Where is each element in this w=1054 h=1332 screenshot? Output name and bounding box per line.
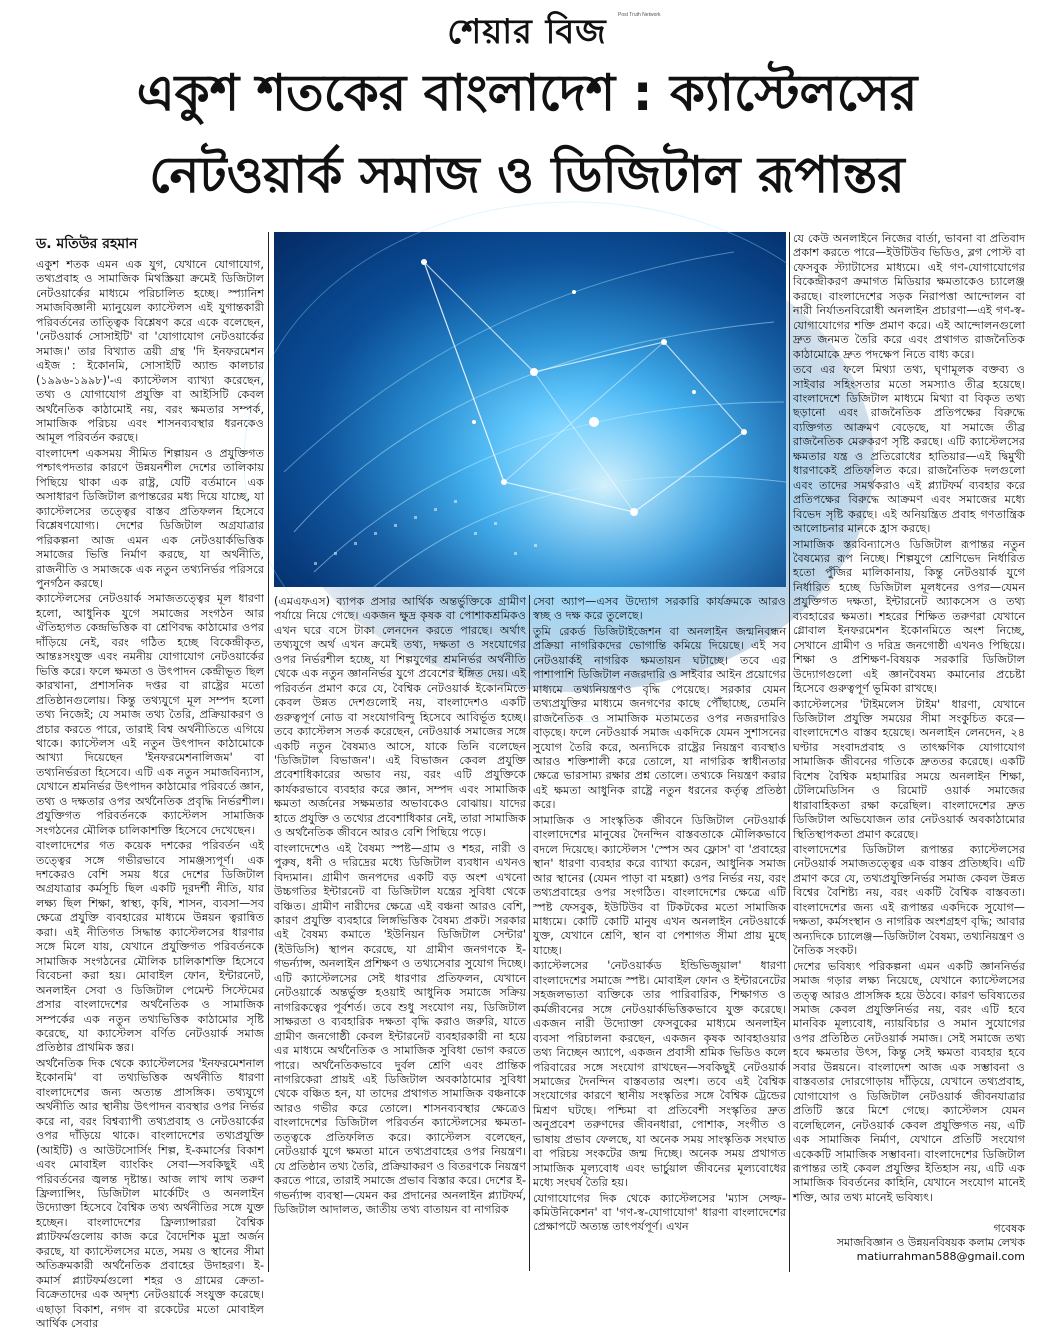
column-divider-2 — [529, 595, 530, 1271]
paragraph: যে কেউ অনলাইনে নিজের বার্তা, ভাবনা বা প্রতিবাদ প্রকাশ করতে পারে—ইউটিউব ভিডিও, ব্লগ পোস্ট বা ফেসবুক স্ট্যাটাসের মাধ্যমে। এই গণ-যোগাযোগের বিকেন্দ্রীকরণ ক্রমাগত মিডিয়ার ক্ষমতাকেও চ্যালেঞ্জ করছে। বাংলাদেশের সড়ক নিরাপত্তা আন্দোলন বা নারী নির্যাতনবিরোধী অনলাইন প্রচারণা—এই গণ-স্ব-যোগাযোগের শক্তি প্রমাণ করে। এই আন্দোলনগুলো দ্রুত জনমত তৈরি করে এবং প্রথাগত রাজনৈতিক কাঠামোকে দ্রুত পদক্ষেপ নিতে বাধ্য করে। — [793, 232, 1025, 361]
article-column-1 — [36, 258, 264, 1331]
paragraph: যোগাযোগের দিক থেকে ক্যাস্টেলসের 'ম্যাস সেল্ফ-কমিউনিকেশন' বা 'গণ-স্ব-যোগাযোগ' ধারণা বাংলাদেশের প্রেক্ষাপটে অত্যন্ত তাৎপর্যপূর্ণ। এখন — [533, 1191, 786, 1234]
paragraph: সামাজিক ও সাংস্কৃতিক জীবনে ডিজিটাল নেটওয়ার্ক বাংলাদেশের মানুষের দৈনন্দিন বাস্তবতাকে মৌলিকভাবে বদলে দিয়েছে। ক্যাস্টেলস 'স্পেস অব ফ্লোস' বা 'প্রবাহের স্থান' ধারণা ব্যবহার করে ব্যাখ্যা করেন, আধুনিক সমাজ আর স্থানের (যেমন পাড়া বা মহল্লা) ওপর নির্ভর নয়, বরং তথ্যপ্রবাহের ওপর সংগঠিত। বাংলাদেশের ক্ষেত্রে এটি স্পষ্ট ফেসবুক, ইউটিউব বা টিকটকের মতো সামাজিক মাধ্যমে। কোটি কোটি মানুষ এখন অনলাইন নেটওয়ার্কে যুক্ত, যেখানে শ্রেণি, স্থান বা পেশাগত সীমা প্রায় মুছে যাচ্ছে। — [533, 813, 786, 957]
paragraph: বাংলাদেশের ডিজিটাল রূপান্তর ক্যাস্টেলসের নেটওয়ার্ক সমাজতত্ত্বের এক বাস্তব প্রতিচ্ছবি। এটি প্রমাণ করে যে, তথ্যপ্রযুক্তিনির্ভর সমাজ কেবল উন্নত বিশ্বের বৈশিষ্ট্য নয়, বরং একটি বৈশ্বিক বাস্তবতা। বাংলাদেশের জন্য এই রূপান্তর একদিকে সুযোগ—দক্ষতা, কর্মসংস্থান ও নাগরিক অংশগ্রহণ বৃদ্ধি; আবার অন্যদিকে চ্যালেঞ্জ—ডিজিটাল বৈষম্য, তথ্যনিয়ন্ত্রণ ও নৈতিক সংকট। — [793, 843, 1025, 958]
column-divider-1 — [268, 232, 269, 1272]
paragraph: একুশ শতক এমন এক যুগ, যেখানে যোগাযোগ, তথ্যপ্রবাহ ও সামাজিক মিথস্ক্রিয়া ক্রমেই ডিজিটাল নেটওয়ার্কের মাধ্যমে পরিচালিত হচ্ছে। স্প্যানিশ সমাজবিজ্ঞানী ম্যানুয়েল ক্যাস্টেলস এই যুগান্তকারী পরিবর্তনের তাত্ত্বিক বিশ্লেষণ করে একে বলেছেন, 'নেটওয়ার্ক সোসাইটি' বা 'যোগাযোগ নেটওয়ার্কের সমাজ।' তার বিখ্যাত ত্রয়ী গ্রন্থ 'দি ইনফরমেশন এইজ : ইকোনমি, সোসাইটি অ্যান্ড কালচার (১৯৯৬-১৯৯৮)'-এ ক্যাস্টেলস ব্যাখ্যা করেছেন, তথ্য ও যোগাযোগ প্রযুক্তি বা আইসিটি কেবল অর্থনৈতিক কাঠামোই নয়, বরং ক্ষমতার সম্পর্ক, সামাজিক পরিচয় এবং শাসনব্যবস্থার ধরনকেও আমূল পরিবর্তন করছে। — [36, 258, 264, 445]
paragraph: তবে এর ফলে মিথ্যা তথ্য, ঘৃণামূলক বক্তব্য ও সাইবার সহিংসতার মতো সমস্যাও তীব্র হয়েছে। বাংলাদেশে ডিজিটাল মাধ্যমে মিথ্যা বা বিকৃত তথ্য ছড়ানো এবং রাজনৈতিক প্রতিপক্ষের বিরুদ্ধে ব্যক্তিগত আক্রমণ বেড়েছে, যা সমাজে তীব্র রাজনৈতিক মেরুকরণ সৃষ্টি করছে। এটি ক্যাস্টেলসের ক্ষমতার যন্ত্র ও প্রতিরোধের হাতিয়ার—এই দ্বিমুখী ধারণাকেই প্রতিফলিত করে। রাজনৈতিক দলগুলো এবং তাদের সমর্থকরাও এই প্ল্যাটফর্ম ব্যবহার করে প্রতিপক্ষের বিরুদ্ধে আক্রমণ এবং সমাজের মধ্যে বিভেদ সৃষ্টি করছে। এই অনিয়ন্ত্রিত প্রবাহ গণতান্ত্রিক আলোচনার মানকে হ্রাস করছে। — [793, 363, 1025, 536]
paragraph: দেশের ভবিষ্যৎ পরিকল্পনা এমন একটি জ্ঞাননির্ভর সমাজ গড়ার লক্ষ্য নিয়েছে, যেখানে ক্যাস্টেলসের তত্ত্ব আরও প্রাসঙ্গিক হয়ে উঠবে। কারণ ভবিষ্যতের সমাজ কেবল প্রযুক্তিনির্ভর নয়, বরং এটি হবে মানবিক মূল্যবোধ, ন্যায়বিচার ও সমান সুযোগের ওপর প্রতিষ্ঠিত নেটওয়ার্ক সমাজ। সেই সমাজে তথ্য হবে ক্ষমতার উৎস, কিন্তু সেই ক্ষমতা ব্যবহার হবে সবার উন্নয়নে। বাংলাদেশ আজ এক সম্ভাবনা ও বাস্তবতার দোরগোড়ায় দাঁড়িয়ে, যেখানে তথ্যপ্রবাহ, যোগাযোগ ও ডিজিটাল নেটওয়ার্ক জীবনযাত্রার প্রতিটি স্তরে মিশে গেছে। ক্যাস্টেলস যেমন বলেছিলেন, নেটওয়ার্ক কেবল প্রযুক্তিগত নয়, এটি এক সামাজিক নির্মাণ, যেখানে প্রতিটি সংযোগ একেকটি সামাজিক সম্ভাবনা। বাংলাদেশের ডিজিটাল রূপান্তর তাই কেবল প্রযুক্তির ইতিহাস নয়, এটি এক সামাজিক বিবর্তনের কাহিনি, যেখানে সংযোগ মানেই শক্তি, আর তথ্য মানেই ভবিষ্যৎ। — [793, 959, 1025, 1204]
author-description: সমাজবিজ্ঞান ও উন্নয়নবিষয়ক কলাম লেখক — [836, 1236, 1025, 1249]
paragraph: বাংলাদেশ একসময় সীমিত শিল্পায়ন ও প্রযুক্তিগত পশ্চাৎপদতার কারণে উন্নয়নশীল দেশের তালিকায় পিছিয়ে থাকা এক রাষ্ট্র, যেটি বর্তমানে এক অসাধারণ ডিজিটাল রূপান্তরের মধ্য দিয়ে যাচ্ছে, যা ক্যাস্টেলসের তত্ত্বের বাস্তব প্রতিফলন হিসেবে বিশ্লেষণযোগ্য। দেশের ডিজিটাল অগ্রযাত্রার পরিকল্পনা আজ এমন এক নেটওয়ার্কভিত্তিক সমাজের ভিত্তি নির্মাণ করছে, যা অর্থনীতি, রাজনীতি ও সমাজকে এক নতুন তথ্যনির্ভর পরিসরে পুনর্গঠন করছে। — [36, 446, 264, 590]
article-column-3 — [533, 595, 786, 1266]
author-role: গবেষক — [993, 1222, 1025, 1235]
paragraph: সামাজিক স্তরবিন্যাসেও ডিজিটাল রূপান্তর নতুন বৈষম্যের রূপ নিচ্ছে। শিল্পযুগে শ্রেণিভেদ নির্ধারিত হতো পুঁজির মালিকানায়, কিন্তু নেটওয়ার্ক যুগে নির্ধারিত হচ্ছে ডিজিটাল মূলধনের ওপর—যেমন প্রযুক্তিগত দক্ষতা, ইন্টারনেট অ্যাকসেস ও তথ্য ব্যবহারের ক্ষমতা। শহরের শিক্ষিত তরুণরা যেখানে গ্লোবাল ইনফরমেশন ইকোনমিতে অংশ নিচ্ছে, সেখানে গ্রামীণ ও দরিদ্র জনগোষ্ঠী এখনও পিছিয়ে। শিক্ষা ও প্রশিক্ষণ-বিষয়ক সরকারি ডিজিটাল উদ্যোগগুলো এই জ্ঞানবৈষম্য কমানোর প্রচেষ্টা হিসেবে গুরুত্বপূর্ণ ভূমিকা রাখছে। — [793, 537, 1025, 696]
paragraph: (এমএফএস) ব্যাপক প্রসার আর্থিক অন্তর্ভুক্তিকে গ্রামীণ পর্যায়ে নিয়ে গেছে। একজন ক্ষুদ্র কৃষক বা পোশাকশ্রমিকও এখন ঘরে বসে টাকা লেনদেন করতে পারছে। অর্থাৎ তথ্যযুগে অর্থ এখন ক্রমেই তথ্য, দক্ষতা ও সংযোগের ওপর নির্ভরশীল হচ্ছে, যা শিল্পযুগের শ্রমনির্ভর অর্থনীতি থেকে এক নতুন জ্ঞাননির্ভর যুগে প্রবেশের ইঙ্গিত দেয়। এই পরিবর্তন প্রমাণ করে যে, বৈশ্বিক নেটওয়ার্ক ইকোনমিতে কেবল উন্নত দেশগুলোই নয়, বাংলাদেশও একটি গুরুত্বপূর্ণ নোড বা সংযোগবিন্দু হিসেবে আবির্ভূত হচ্ছে। তবে ক্যাস্টেলস সতর্ক করেছেন, নেটওয়ার্ক সমাজের সঙ্গে একটি নতুন বৈষম্যও আসে, যাকে তিনি বলেছেন 'ডিজিটাল বিভাজন'। এই বিভাজন কেবল প্রযুক্তি প্রবেশাধিকারের অভাব নয়, বরং এটি প্রযুক্তিকে কার্যকরভাবে ব্যবহার করে জ্ঞান, সম্পদ এবং সামাজিক ক্ষমতা অর্জনের সক্ষমতার অভাবকেও বোঝায়। যাদের হাতে প্রযুক্তি ও তথ্যের প্রবেশাধিকার নেই, তারা সামাজিক ও অর্থনৈতিক জীবনে আরও বেশি পিছিয়ে পড়ে। — [274, 595, 526, 840]
masthead: শেয়ার বিজ — [447, 12, 607, 52]
paragraph: বাংলাদেশেও এই বৈষম্য স্পষ্ট—গ্রাম ও শহর, নারী ও পুরুষ, ধনী ও দরিদ্রের মধ্যে ডিজিটাল ব্যবধান এখনও বিদ্যমান। গ্রামীণ জনপদের একটি বড় অংশ এখনো উচ্চগতির ইন্টারনেট বা ডিজিটাল যন্ত্রের সুবিধা থেকে বঞ্চিত। গ্রামীণ নারীদের ক্ষেত্রে এই বঞ্চনা আরও বেশি, কারণ প্রযুক্তি ব্যবহারে লিঙ্গভিত্তিক বৈষম্য প্রকট। সরকার এই বৈষম্য কমাতে 'ইউনিয়ন ডিজিটাল সেন্টার' (ইউডিসি) স্থাপন করেছে, যা গ্রামীণ জনগণকে ই-গভর্ন্যান্স, অনলাইন প্রশিক্ষণ ও তথ্যসেবার সুযোগ দিচ্ছে। এটি ক্যাস্টেলসের সেই ধারণার প্রতিফলন, যেখানে নেটওয়ার্কে অন্তর্ভুক্ত হওয়াই আধুনিক সমাজে সক্রিয় নাগরিকত্বের পূর্বশর্ত। তবে শুধু সংযোগ নয়, ডিজিটাল সাক্ষরতা ও ব্যবহারিক দক্ষতা বৃদ্ধি করাও জরুরি, যাতে গ্রামীণ জনগোষ্ঠী কেবল ইন্টারনেট ব্যবহারকারী না হয়ে এর মাধ্যমে অর্থনৈতিক ও সামাজিক সুবিধা ভোগ করতে পারে। অর্থনৈতিকভাবে দুর্বল শ্রেণি এবং প্রান্তিক নাগরিকেরা প্রায়ই এই ডিজিটাল অবকাঠামোর সুবিধা থেকে বঞ্চিত হন, যা তাদের প্রথাগত সামাজিক বঞ্চনাকে আরও গভীর করে তোলে। শাসনব্যবস্থার ক্ষেত্রেও বাংলাদেশের ডিজিটাল পরিবর্তন ক্যাস্টেলসের ক্ষমতা-তত্ত্বকে প্রতিফলিত করে। ক্যাস্টেলস বলেছেন, নেটওয়ার্ক যুগে ক্ষমতা মানে তথ্যপ্রবাহের ওপর নিয়ন্ত্রণ। যে প্রতিষ্ঠান তথ্য তৈরি, প্রক্রিয়াকরণ ও বিতরণকে নিয়ন্ত্রণ করতে পারে, তারাই সমাজে প্রভাব বিস্তার করে। দেশের ই-গভর্ন্যান্স ব্যবস্থা—যেমন কর প্রদানের অনলাইন প্ল্যাটফর্ম, ডিজিটাল আদালত, জাতীয় তথ্য বাতায়ন বা নাগরিক — [274, 841, 526, 1217]
paragraph: ক্যাস্টেলসের 'নেটওয়ার্কড ইন্ডিভিজুয়াল' ধারণা বাংলাদেশের সমাজে স্পষ্ট। মোবাইল ফোন ও ইন্টারনেটের সহজলভ্যতা ব্যক্তিকে তার পারিবারিক, শিক্ষাগত ও কর্মজীবনের সঙ্গে নেটওয়ার্কভিত্তিকভাবে যুক্ত করেছে। একজন নারী উদ্যোক্তা ফেসবুকের মাধ্যমে অনলাইন ব্যবসা পরিচালনা করছেন, একজন কৃষক আবহাওয়ার তথ্য নিচ্ছেন অ্যাপে, একজন প্রবাসী শ্রমিক ভিডিও কলে পরিবারের সঙ্গে সংযোগ রাখছেন—সবকিছুই নেটওয়ার্ক সমাজের দৈনন্দিন বাস্তবতার অংশ। তবে এই বৈশ্বিক সংযোগের কারণে স্থানীয় সংস্কৃতির সঙ্গে বৈশ্বিক ট্রেন্ডের মিশ্রণ ঘটছে। পশ্চিমা বা প্রতিবেশী সংস্কৃতির দ্রুত অনুপ্রবেশ তরুণদের জীবনধারা, পোশাক, সংগীত ও ভাষায় প্রভাব ফেলছে, যা অনেক সময় সাংস্কৃতিক সংঘাত বা পরিচয় সংকটের জন্ম দিচ্ছে। অনেক সময় প্রথাগত সামাজিক মূল্যবোধ এবং ভার্চুয়াল জীবনের মূল্যবোধের মধ্যে সংঘর্ষ তৈরি হয়। — [533, 959, 786, 1190]
article-column-4 — [793, 232, 1025, 1270]
byline: ড. মতিউর রহমান — [36, 236, 138, 252]
article-column-2 — [274, 595, 526, 1266]
headline-line-2: নেটওয়ার্ক সমাজ ও ডিজিটাল রূপান্তর — [149, 146, 905, 204]
paragraph: তুমি রেকর্ড ডিজিটাইজেশন বা অনলাইন জন্মনিবন্ধন প্রক্রিয়া নাগরিকদের ভোগান্তি কমিয়ে দিয়েছে। এই সব নেটওয়ার্কই নাগরিক ক্ষমতায়ন ঘটাচ্ছে। তবে এর পাশাপাশি ডিজিটাল নজরদারি ও সাইবার আইন প্রয়োগের মাধ্যমে তথ্যনিয়ন্ত্রণও বৃদ্ধি পেয়েছে। সরকার যেমন তথ্যপ্রযুক্তির মাধ্যমে জনগণের কাছে পৌঁছাচ্ছে, তেমনি রাজনৈতিক ও সামাজিক মতামতের ওপর নজরদারিও বাড়ছে। ফলে নেটওয়ার্ক সমাজ একদিকে যেমন সুশাসনের সুযোগ তৈরি করে, অন্যদিকে রাষ্ট্রের নিয়ন্ত্রণ ব্যবস্থাও আরও শক্তিশালী করে তোলে, যা নাগরিক স্বাধীনতার ক্ষেত্রে ভারসাম্য রক্ষার প্রশ্ন তোলে। তথ্যকে নিয়ন্ত্রণ করার এই ক্ষমতা আধুনিক রাষ্ট্রে নতুন ধরনের কর্তৃত্ব প্রতিষ্ঠা করে। — [533, 624, 786, 812]
paragraph: ক্যাস্টেলসের 'টাইমলেস টাইম' ধারণা, যেখানে ডিজিটাল প্রযুক্তি সময়ের সীমা সংকুচিত করে—বাংলাদেশেও বাস্তব হয়েছে। অনলাইন লেনদেন, ২৪ ঘণ্টার সংবাদপ্রবাহ ও তাৎক্ষণিক যোগাযোগ সামাজিক জীবনের গতিকে দ্রুততর করেছে। একটি বিশেষ বৈশ্বিক মহামারির সময়ে অনলাইন শিক্ষা, টেলিমেডিসিন ও রিমোট ওয়ার্ক সমাজের ধারাবাহিকতা রক্ষা করেছিল। বাংলাদেশের দ্রুত ডিজিটাল অভিযোজন তার নেটওয়ার্ক অবকাঠামোর স্থিতিস্থাপকতা প্রমাণ করেছে। — [793, 697, 1025, 841]
paragraph: ক্যাস্টেলসের নেটওয়ার্ক সমাজতত্ত্বের মূল ধারণা হলো, আধুনিক যুগে সমাজের সংগঠন আর ঐতিহ্যগত কেন্দ্রভিত্তিক বা শ্রেণিবদ্ধ কাঠামোর ওপর দাঁড়িয়ে নেই, বরং গঠিত হচ্ছে বিকেন্দ্রীকৃত, আন্তঃসংযুক্ত এবং নমনীয় যোগাযোগ নেটওয়ার্কের ভিত্তি করে। ফলে ক্ষমতা ও উৎপাদন কেন্দ্রীভূত ছিল কারখানা, প্রশাসনিক দপ্তর বা রাষ্ট্রের মতো প্রতিষ্ঠানগুলোয়। কিন্তু তথ্যযুগে মূল সম্পদ হলো তথ্য নিজেই; যে সমাজ তথ্য তৈরি, প্রক্রিয়াকরণ ও প্রচার করতে পারে, তারাই বিশ্ব অর্থনীতিতে এগিয়ে থাকে। ক্যাস্টেলস এই নতুন উৎপাদন কাঠামোকে আখ্যা দিয়েছেন 'ইনফরমেশনালিজম' বা তথ্যনির্ভরতা হিসেবে। এটি এক নতুন সমাজবিন্যাস, যেখানে শ্রমনির্ভর উৎপাদন কাঠামোর পরিবর্তে জ্ঞান, তথ্য ও দক্ষতার ওপর অর্থনৈতিক প্রবৃদ্ধি নির্ভরশীল। প্রযুক্তিগত পরিবর্তনকে ক্যাস্টেলস সামাজিক সংগঠনের মৌলিক চালিকাশক্তি হিসেবে দেখেছেন। — [36, 592, 264, 837]
paragraph: সেবা অ্যাপ—এসব উদ্যোগ সরকারি কার্যক্রমকে আরও স্বচ্ছ ও দক্ষ করে তুলেছে। — [533, 595, 786, 623]
author-note — [820, 1222, 1025, 1264]
paragraph: অর্থনৈতিক দিক থেকে ক্যাস্টেলসের 'ইনফরমেশনাল ইকোনমি' বা তথ্যভিত্তিক অর্থনীতি ধারণা বাংলাদেশের জন্য অত্যন্ত প্রাসঙ্গিক। তথ্যযুগে অর্থনীতি আর স্থানীয় উৎপাদন ব্যবস্থার ওপর নির্ভর করে না, বরং বিশ্বব্যাপী তথ্যপ্রবাহ ও নেটওয়ার্কের ওপর দাঁড়িয়ে থাকে। বাংলাদেশের তথ্যপ্রযুক্তি (আইটি) ও আউটসোর্সিং শিল্প, ই-কমার্সের বিকাশ এবং মোবাইল ব্যাংকিং সেবা—সবকিছুই এই পরিবর্তনের জ্বলন্ত দৃষ্টান্ত। আজ লাখ লাখ তরুণ ফ্রিল্যান্সিং, ডিজিটাল মার্কেটিং ও অনলাইন উদ্যোক্তা হিসেবে বৈশ্বিক তথ্য অর্থনীতির সঙ্গে যুক্ত হচ্ছেন। বাংলাদেশের ফ্রিল্যান্সাররা বৈশ্বিক প্ল্যাটফর্মগুলোয় কাজ করে বৈদেশিক মুদ্রা অর্জন করছে, যা ক্যাস্টেলসের মতে, সময় ও স্থানের সীমা অতিক্রমকারী অর্থনৈতিক প্রবাহের উদাহরণ। ই-কমার্স প্ল্যাটফর্মগুলো শহর ও গ্রামের ক্রেতা-বিক্রেতাদের এক অদৃশ্য নেটওয়ার্কে সংযুক্ত করেছে। এছাড়া বিকাশ, নগদ বা রকেটের মতো মোবাইল আর্থিক সেবার — [36, 1056, 264, 1331]
network-globe-image — [274, 232, 786, 587]
author-email[interactable]: matiurrahman588@gmail.com — [856, 1250, 1025, 1263]
headline-line-1: একুশ শতকের বাংলাদেশ : ক্যাস্টেলসের — [136, 64, 918, 122]
network-globe-graphic — [274, 232, 786, 587]
column-divider-3 — [789, 232, 790, 1272]
paragraph: বাংলাদেশের গত কয়েক দশকের পরিবর্তন এই তত্ত্বের সঙ্গে গভীরভাবে সামঞ্জস্যপূর্ণ। এক দশকেরও বেশি সময় ধরে দেশের ডিজিটাল অগ্রযাত্রার কর্মসূচি ছিল একটি দূরদর্শী নীতি, যার লক্ষ্য ছিল শিক্ষা, স্বাস্থ্য, কৃষি, শাসন, ব্যবসা—সব ক্ষেত্রে প্রযুক্তি ব্যবহারের মাধ্যমে উন্নয়ন ত্বরান্বিত করা। এই নীতিগত সিদ্ধান্ত ক্যাস্টেলসের ধারণার সঙ্গে মিলে যায়, যেখানে প্রযুক্তিগত পরিবর্তনকে সামাজিক সংগঠনের মৌলিক চালিকাশক্তি হিসেবে বিবেচনা করা হয়। মোবাইল ফোন, ইন্টারনেট, অনলাইন সেবা ও ডিজিটাল পেমেন্ট সিস্টেমের প্রসার বাংলাদেশের অর্থনৈতিক ও সামাজিক সম্পর্কের এক নতুন তথ্যভিত্তিক কাঠামোর সৃষ্টি করেছে, যা ক্যাস্টেলস বর্ণিত নেটওয়ার্ক সমাজ প্রতিষ্ঠার প্রাথমিক স্তর। — [36, 839, 264, 1055]
masthead-tagline: Post Truth Network — [618, 12, 661, 18]
